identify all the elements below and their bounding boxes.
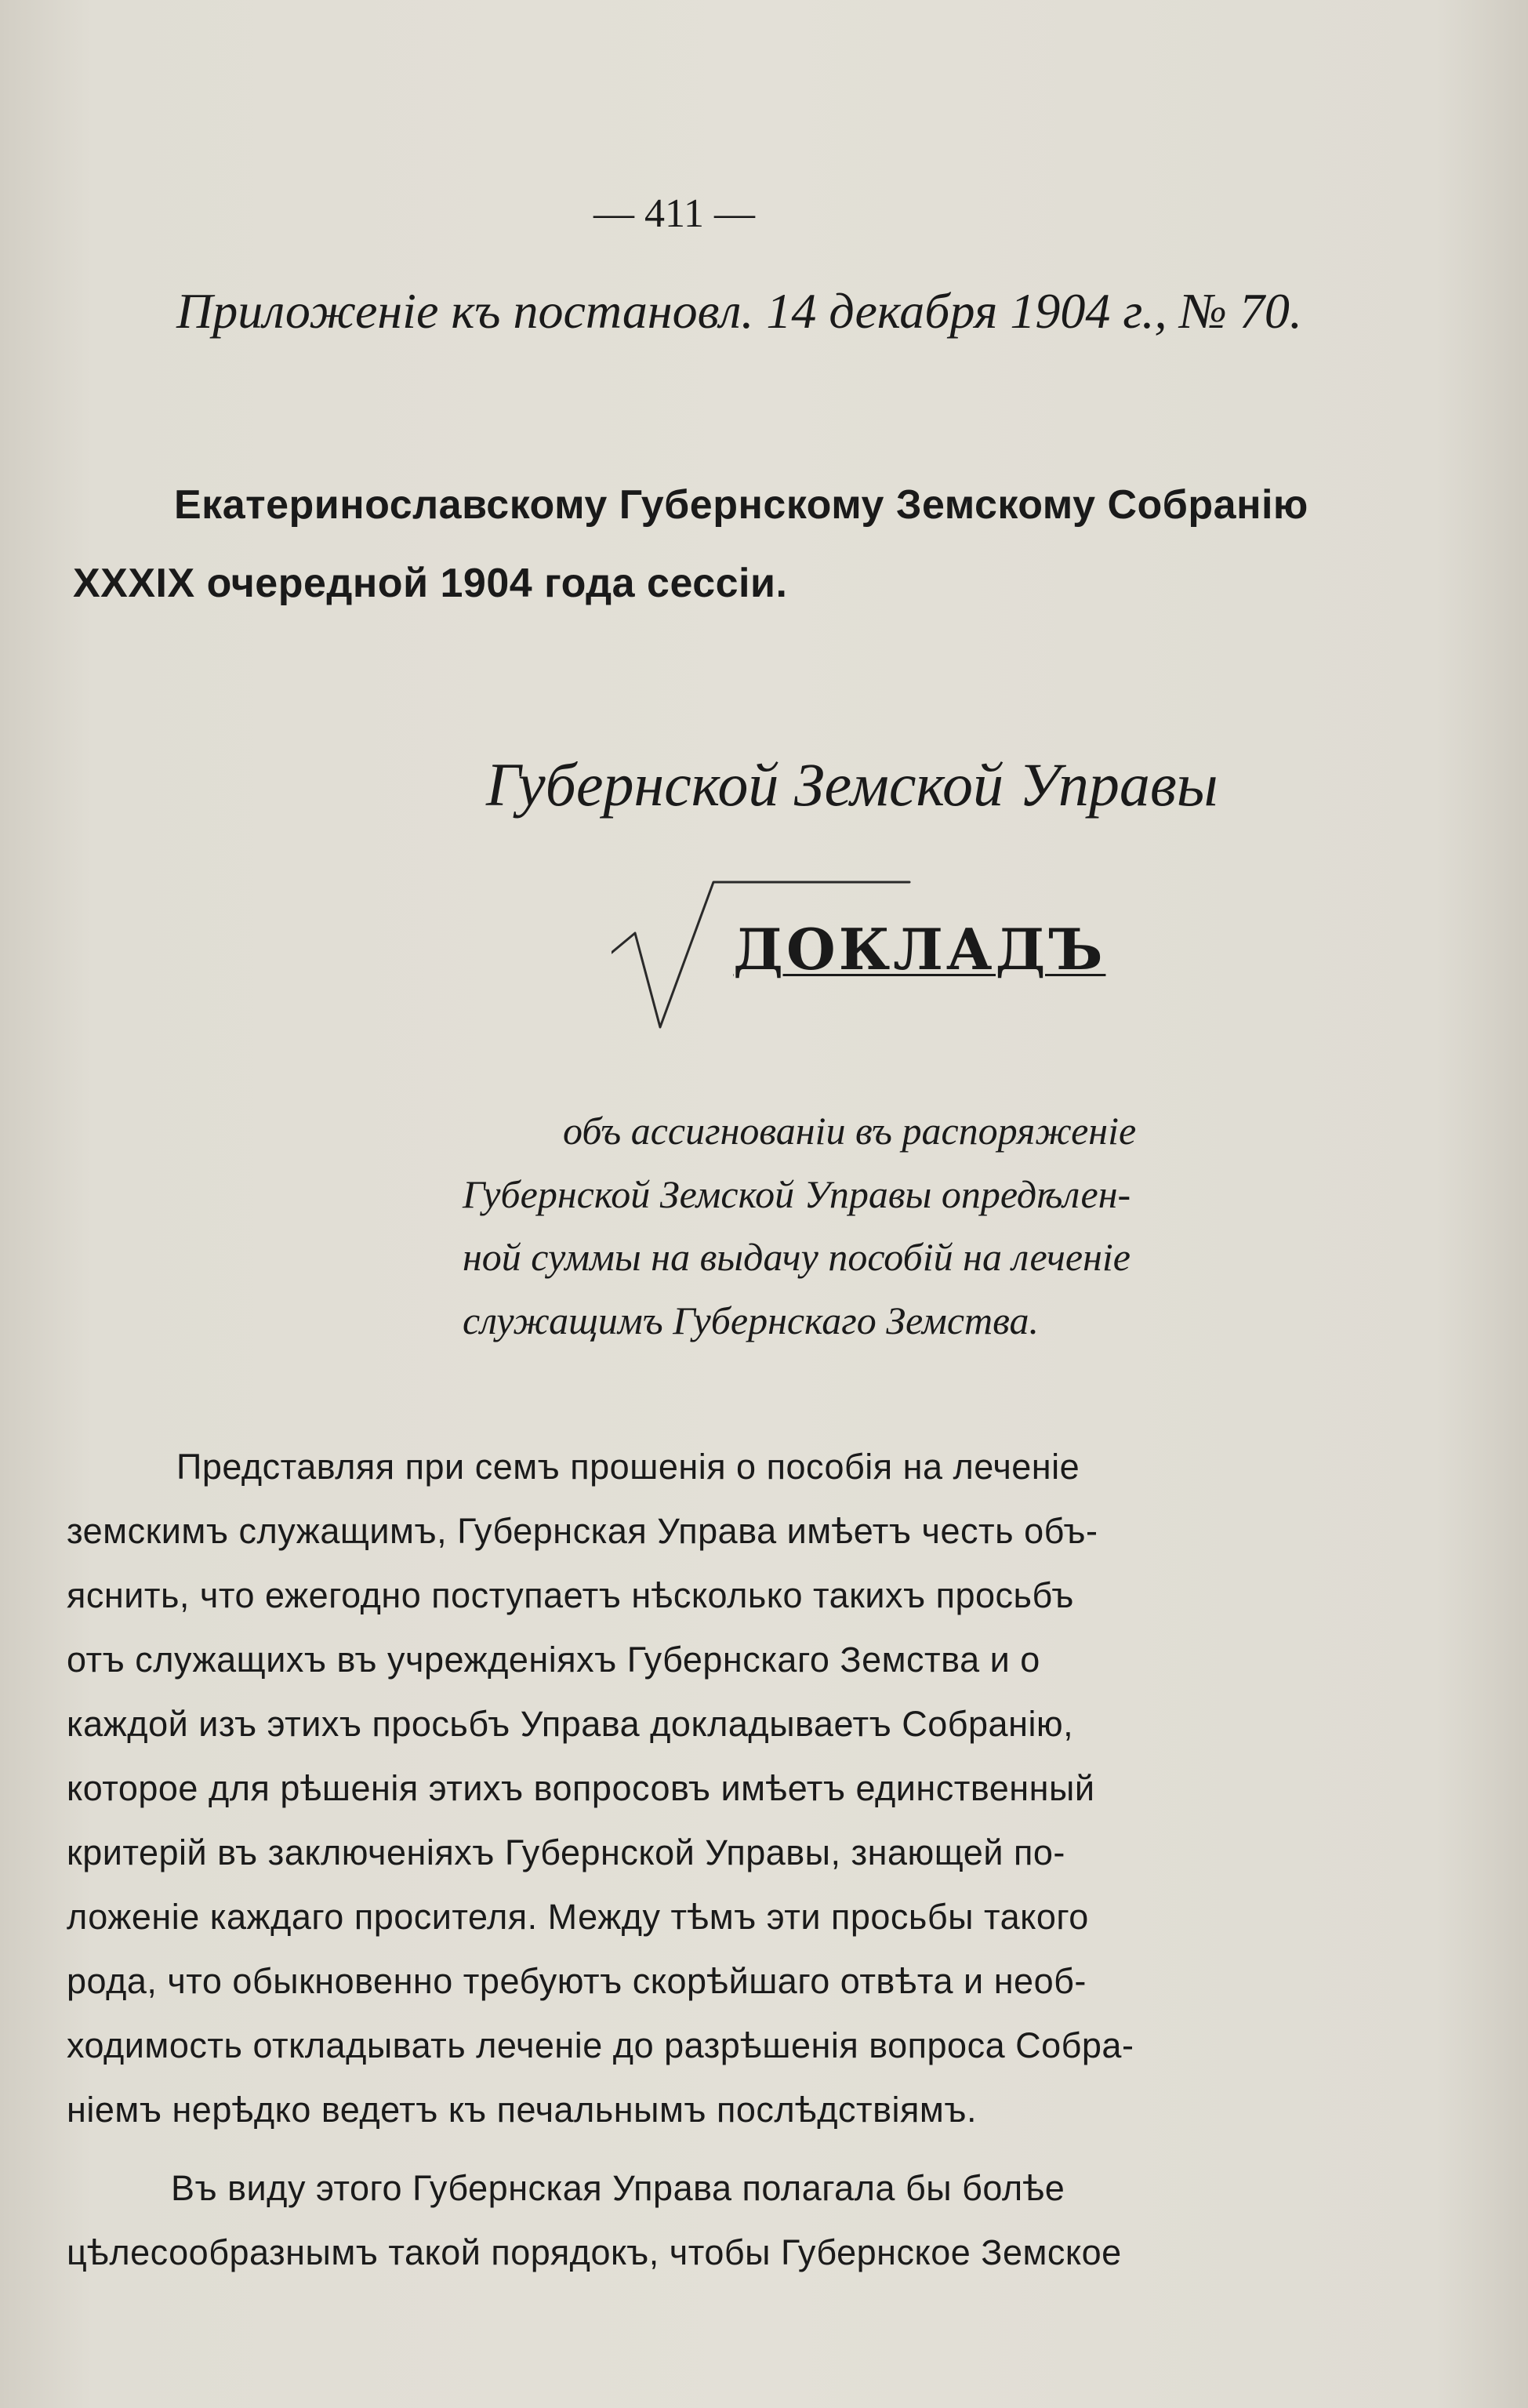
document-title: ДОКЛАДЪ <box>733 916 1106 982</box>
subject-line-1: объ ассигнованіи въ распоряженіе <box>563 1109 1137 1153</box>
paragraph-2-line-2: цѣлесообразнымъ такой порядокъ, чтобы Губернское Земское <box>67 2232 1122 2272</box>
paragraph-1-line-3: яснить, что ежегодно поступаетъ нѣсколько такихъ просьбъ <box>67 1575 1074 1615</box>
paragraph-1-line-7: критерій въ заключеніяхъ Губернской Управы, знающей по- <box>67 1832 1065 1872</box>
paragraph-1-line-6: которое для рѣшенія этихъ вопросовъ имѣетъ единственный <box>67 1768 1095 1808</box>
addressee-line-1: Екатеринославскому Губернскому Земскому Собранію <box>174 482 1308 528</box>
paragraph-1-line-2: земскимъ служащимъ, Губернская Управа имѣетъ честь объ- <box>67 1511 1098 1551</box>
paragraph-1-line-9: рода, что обыкновенно требуютъ скорѣйшаго отвѣта и необ- <box>67 1961 1087 2001</box>
paragraph-1-line-11: ніемъ нерѣдко ведетъ къ печальнымъ послѣдствіямъ. <box>67 2090 977 2130</box>
subject-line-2: Губернской Земской Управы опредѣлен- <box>463 1172 1131 1216</box>
paragraph-2-line-1: Въ виду этого Губернская Управа полагала бы болѣе <box>171 2168 1065 2208</box>
addressee-line-2: XXXIX очередной 1904 года сессіи. <box>73 561 788 606</box>
subject-line-3: ной суммы на выдачу пособій на леченіе <box>463 1235 1131 1279</box>
paragraph-1-line-1: Представляя при семъ прошенія о пособія на леченіе <box>176 1447 1080 1487</box>
appendix-reference: Приложеніе къ постановл. 14 декабря 1904 г., № 70. <box>176 283 1302 339</box>
page-number: — 411 — <box>593 191 756 236</box>
report-source: Губернской Земской Управы <box>486 750 1218 819</box>
paragraph-1-line-8: ложеніе каждаго просителя. Между тѣмъ эти просьбы такого <box>67 1897 1089 1937</box>
paragraph-1-line-5: каждой изъ этихъ просьбъ Управа докладываетъ Собранію, <box>67 1704 1074 1744</box>
paragraph-1-line-4: отъ служащихъ въ учрежденіяхъ Губернскаго Земства и о <box>67 1640 1040 1680</box>
paragraph-1-line-10: ходимость откладывать леченіе до разрѣшенія вопроса Собра- <box>67 2025 1134 2065</box>
subject-line-4: служащимъ Губернскаго Земства. <box>463 1298 1039 1342</box>
